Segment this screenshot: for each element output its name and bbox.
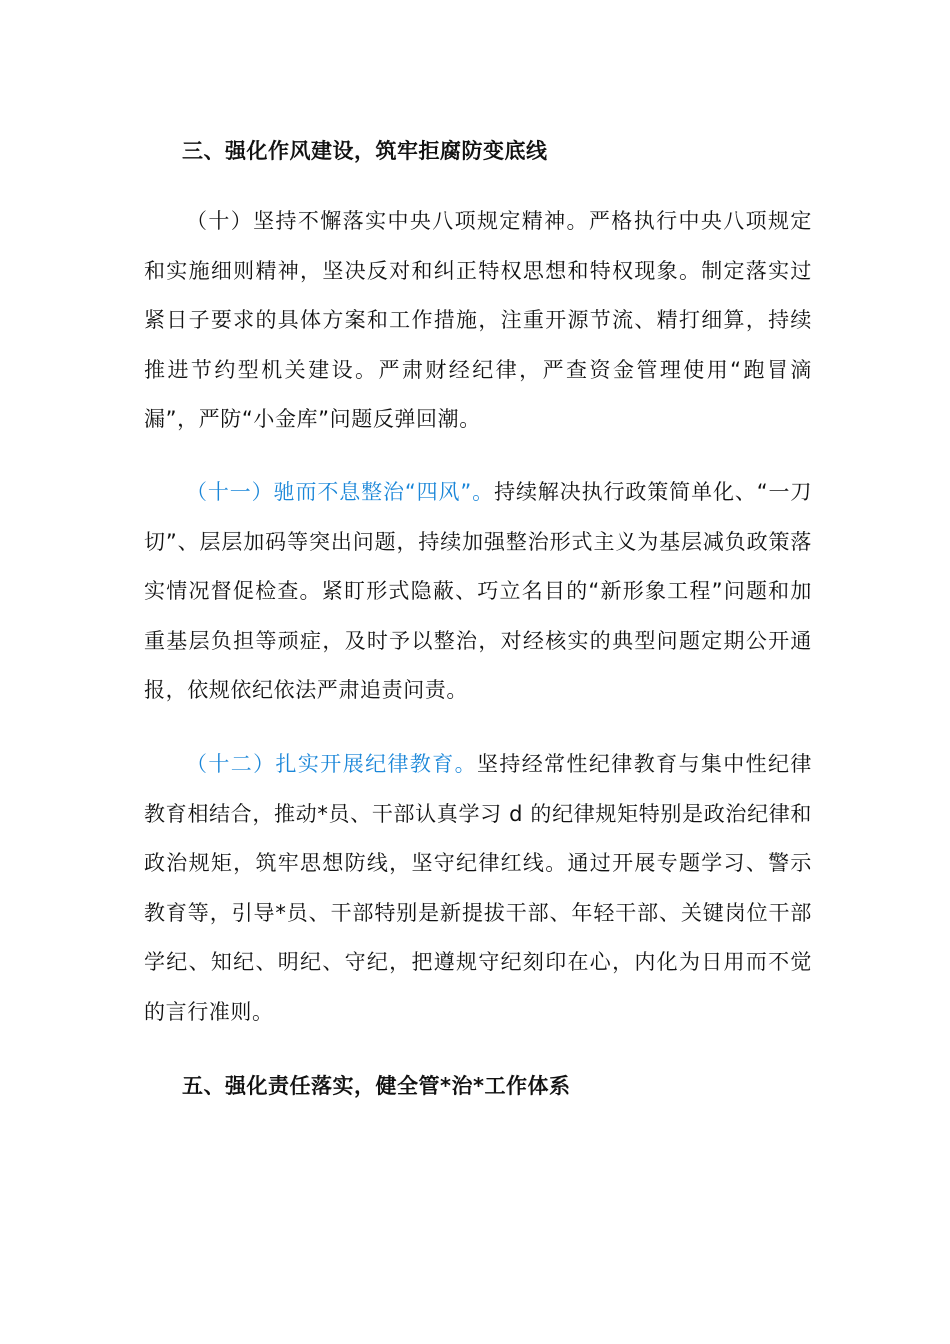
paragraph-11-text: 持续解决执行政策简单化、“一刀切”、层层加码等突出问题，持续加强整治形式主义为基层减负政策落实情况督促检查。紧盯形式隐蔽、巧立名目的“新形象工程”问题和加重基层负担等顽症，及时予以整治，对经核实的典型问题定期公开通报，依规依纪依法严肃追责问责。 <box>144 480 812 702</box>
paragraph-12-text: 坚持经常性纪律教育与集中性纪律教育相结合，推动*员、干部认真学习 d 的纪律规矩特别是政治纪律和政治规矩，筑牢思想防线，坚守纪律红线。通过开展专题学习、警示教育等，引导*员、干部特别是新提拔干部、年轻干部、关键岗位干部学纪、知纪、明纪、守纪，把遵规守纪刻印在心，内化为日用而不觉的言行准则。 <box>144 752 812 1024</box>
paragraph-10-text: （十）坚持不懈落实中央八项规定精神。严格执行中央八项规定和实施细则精神，坚决反对和纠正特权思想和特权现象。制定落实过紧日子要求的具体方案和工作措施，注重开源节流、精打细算，持续推进节约型机关建设。严肃财经纪律，严查资金管理使用“跑冒滴漏”，严防“小金库”问题反弹回潮。 <box>144 209 812 431</box>
paragraph-11 <box>144 468 812 716</box>
section-heading-3: 三、强化作风建设，筑牢拒腐防变底线 <box>182 139 548 163</box>
paragraph-12-lead: （十二）扎实开展纪律教育。 <box>186 752 477 776</box>
paragraph-11-lead: （十一）驰而不息整治“四风”。 <box>186 480 495 504</box>
paragraph-12 <box>144 740 812 1037</box>
paragraph-10 <box>144 197 812 445</box>
section-heading-5: 五、强化责任落实，健全管*治*工作体系 <box>182 1074 571 1098</box>
